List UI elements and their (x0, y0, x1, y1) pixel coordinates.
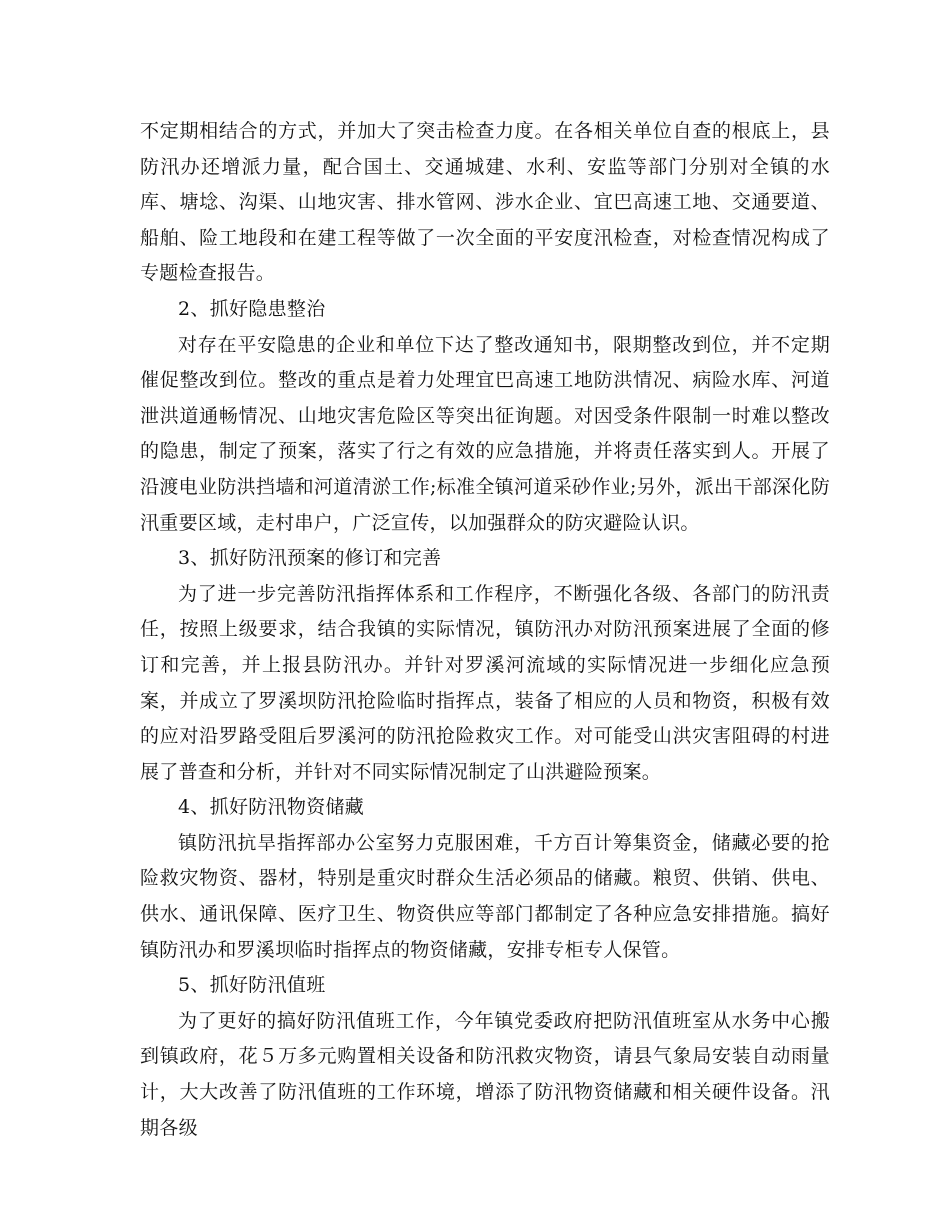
heading-hazard-rectification: 2、抓好隐患整治 (178, 297, 326, 320)
paragraph-material-reserve: 镇防汛抗旱指挥部办公室努力克服困难，千方百计筹集资金，储藏必要的抢险救灾物资、器材，特别是重灾时群众生活必须品的储藏。粮贸、供销、供电、供水、通讯保障、医疗卫生、物资供应等部门都制定了各种应急安排措施。搞好镇防汛办和罗溪坝临时指挥点的物资储藏，安排专柜专人保管。 (140, 831, 830, 961)
heading-flood-plan-revision: 3、抓好防汛预案的修订和完善 (178, 547, 442, 570)
paragraph-hazard-rectification: 对存在平安隐患的企业和单位下达了整改通知书，限期整改到位，并不定期催促整改到位。整改的重点是着力处理宜巴高速工地防洪情况、病险水库、河道泄洪道通畅情况、山地灾害危险区等突出征询题。对因受条件限制一时难以整改的隐患，制定了预案，落实了行之有效的应急措施，并将责任落实到人。开展了沿渡电业防洪挡墙和河道清淤工作;标准全镇河道采砂作业;另外，派出干部深化防汛重要区域，走村串户，广泛宣传，以加强群众的防灾避险认识。 (140, 333, 830, 534)
paragraph-flood-plan-revision: 为了进一步完善防汛指挥体系和工作程序，不断强化各级、各部门的防汛责任，按照上级要求，结合我镇的实际情况，镇防汛办对防汛预案进展了全面的修订和完善，并上报县防汛办。并针对罗溪河流域的实际情况进一步细化应急预案，并成立了罗溪坝防汛抢险临时指挥点，装备了相应的人员和物资，积极有效的应对沿罗路受阻后罗溪河的防汛抢险救灾工作。对可能受山洪灾害阻碍的村进展了普查和分析，并针对不同实际情况制定了山洪避险预案。 (140, 582, 830, 783)
document-page (140, 114, 830, 1146)
heading-material-reserve: 4、抓好防汛物资储藏 (178, 796, 365, 819)
heading-flood-duty: 5、抓好防汛值班 (178, 974, 326, 997)
paragraph-inspection-continued: 不定期相结合的方式，并加大了突击检查力度。在各相关单位自查的根底上，县防汛办还增派力量，配合国土、交通城建、水利、安监等部门分别对全镇的水库、塘埝、沟渠、山地灾害、排水管网、涉水企业、宜巴高速工地、交通要道、船舶、险工地段和在建工程等做了一次全面的平安度汛检查，对检查情况构成了专题检查报告。 (140, 120, 830, 285)
paragraph-flood-duty: 为了更好的搞好防汛值班工作，今年镇党委政府把防汛值班室从水务中心搬到镇政府，花５万多元购置相关设备和防汛救灾物资，请县气象局安装自动雨量计，大大改善了防汛值班的工作环境，增添了防汛物资储藏和相关硬件设备。汛期各级 (140, 1009, 830, 1139)
